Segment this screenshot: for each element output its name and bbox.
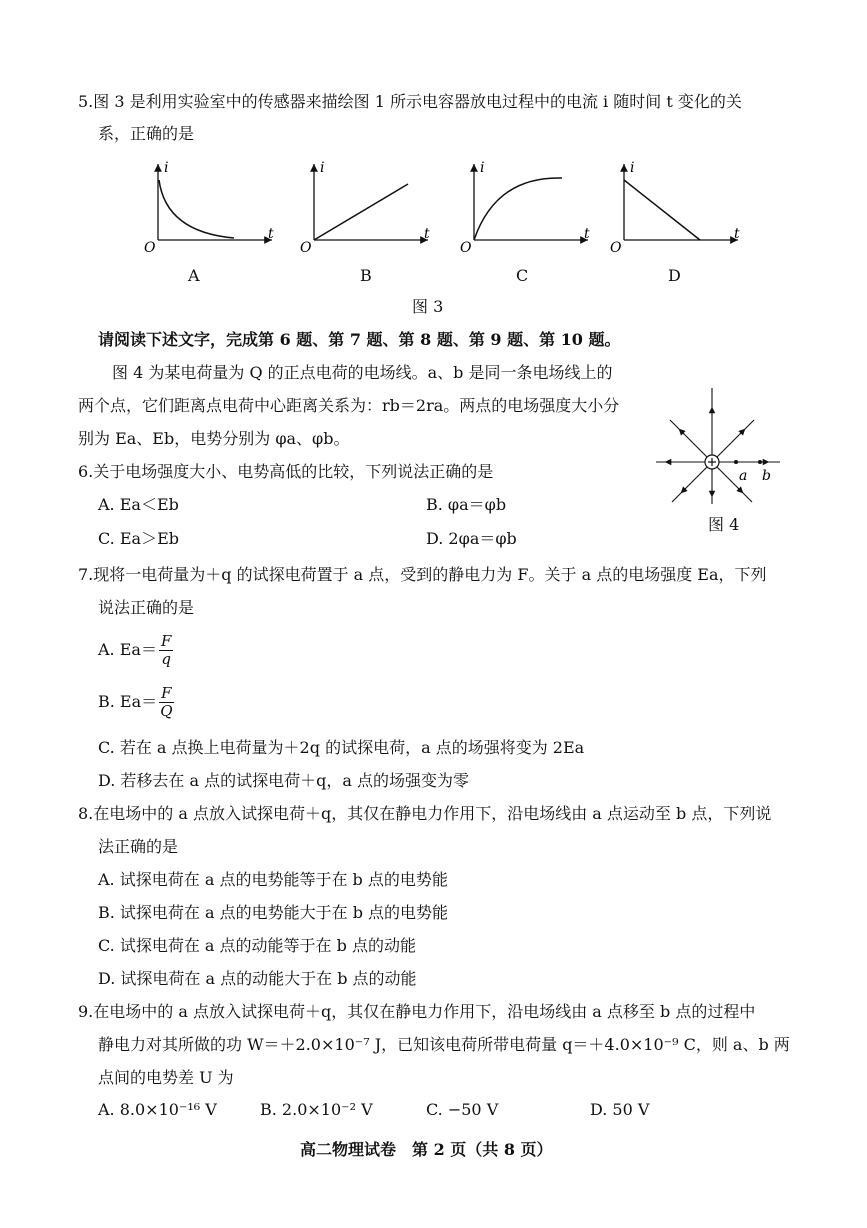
q7-option-a-denominator: q [161, 650, 171, 668]
graph-b-origin: O [300, 240, 312, 253]
q7-option-b-denominator: Q [160, 702, 173, 720]
graph-b-axis-i: i [320, 160, 325, 176]
q8-option-d: D. 试探电荷在 a 点的动能大于在 b 点的动能 [98, 969, 417, 988]
graph-a-axis-i: i [164, 160, 169, 176]
q8-option-c: C. 试探电荷在 a 点的动能等于在 b 点的动能 [98, 936, 416, 955]
q9-option-a: A. 8.0×10⁻¹⁶ V [98, 1100, 217, 1119]
q6-option-a: A. Ea＜Eb [98, 495, 179, 514]
q7-option-b-fraction [159, 685, 173, 720]
point-b [758, 460, 762, 464]
q6-stem: 6.关于电场强度大小、电势高低的比较，下列说法正确的是 [78, 462, 494, 481]
graph-b [296, 158, 441, 253]
q8-option-b: B. 试探电荷在 a 点的电势能大于在 b 点的电势能 [98, 903, 449, 922]
q6-option-d: D. 2φa＝φb [426, 529, 517, 548]
q9-option-b: B. 2.0×10⁻² V [260, 1100, 373, 1119]
q9-stem-line3: 点间的电势差 U 为 [98, 1068, 234, 1087]
graph-c-origin: O [460, 240, 472, 253]
q7-option-c: C. 若在 a 点换上电荷量为＋2q 的试探电荷，a 点的场强将变为 2Ea [98, 738, 585, 757]
q8-stem-line2: 法正确的是 [98, 837, 179, 856]
graph-c [456, 158, 601, 253]
q8-stem-line1: 8.在电场中的 a 点放入试探电荷＋q，其仅在静电力作用下，沿电场线由 a 点运动至 b 点，下列说 [78, 804, 772, 823]
q6-option-c: C. Ea＞Eb [98, 529, 179, 548]
q7-option-d: D. 若移去在 a 点的试探电荷＋q，a 点的场强变为零 [98, 771, 470, 790]
figure-4-caption: 图 4 [708, 515, 740, 534]
q5-stem-line2: 系，正确的是 [98, 124, 195, 143]
reading-paragraph-line3: 别为 Ea、Eb，电势分别为 φa、φb。 [78, 429, 350, 448]
page-footer: 高二物理试卷 第 2 页（共 8 页） [300, 1140, 553, 1159]
q8-option-a: A. 试探电荷在 a 点的电势能等于在 b 点的电势能 [98, 870, 448, 889]
reading-paragraph-line2: 两个点，它们距离点电荷中心距离关系为：rb＝2ra。两点的电场强度大小分 [78, 396, 620, 415]
point-b-label: b [762, 468, 771, 484]
reading-instruction: 请阅读下述文字，完成第 6 题、第 7 题、第 8 题、第 9 题、第 10 题。 [98, 330, 621, 349]
graph-a-axis-t: t [268, 226, 274, 242]
q7-option-b-numerator: F [161, 684, 172, 702]
q9-stem-line2: 静电力对其所做的功 W＝＋2.0×10⁻⁷ J，已知该电荷所带电荷量 q＝＋4.0×10⁻⁹ C，则 a、b 两 [98, 1035, 790, 1054]
q7-option-a-prefix: A. Ea＝ [98, 640, 157, 659]
q7-option-a-numerator: F [160, 632, 172, 650]
graph-a-label: A [188, 266, 200, 285]
q7-option-b-prefix: B. Ea＝ [98, 692, 158, 711]
reading-paragraph-line1: 图 4 为某电荷量为 Q 的正点电荷的电场线。a、b 是同一条电场线上的 [112, 363, 613, 382]
figure-4-field-lines [650, 380, 790, 505]
graph-c-label: C [516, 266, 529, 285]
q9-stem-line1: 9.在电场中的 a 点放入试探电荷＋q，其仅在静电力作用下，沿电场线由 a 点移至 b 点的过程中 [78, 1002, 756, 1021]
q7-option-a [98, 632, 173, 668]
graph-b-label: B [360, 266, 372, 285]
graph-d-axis-i: i [630, 160, 635, 176]
q6-option-b: B. φa＝φb [426, 495, 507, 514]
q5-stem-line1: 5.图 3 是利用实验室中的传感器来描绘图 1 所示电容器放电过程中的电流 i 随时间 t 变化的关 [78, 92, 742, 111]
point-a [734, 460, 738, 464]
q7-stem-line2: 说法正确的是 [98, 598, 195, 617]
q9-option-c: C. −50 V [426, 1100, 499, 1119]
q9-option-d: D. 50 V [590, 1100, 650, 1119]
q7-option-b [98, 684, 174, 720]
q7-option-a-fraction [159, 633, 173, 668]
graph-c-axis-t: t [584, 226, 590, 242]
graph-a-origin: O [144, 240, 156, 253]
graph-c-axis-i: i [480, 160, 485, 176]
graph-d [606, 158, 751, 253]
q7-stem-line1: 7.现将一电荷量为＋q 的试探电荷置于 a 点，受到的静电力为 F。关于 a 点的电场强度 Ea，下列 [78, 565, 767, 584]
graph-d-axis-t: t [734, 226, 740, 242]
graph-d-label: D [668, 266, 681, 285]
point-a-label: a [739, 468, 748, 484]
figure-3-caption: 图 3 [412, 297, 444, 316]
graph-a [140, 158, 285, 253]
graph-b-axis-t: t [424, 226, 430, 242]
graph-d-origin: O [610, 240, 622, 253]
